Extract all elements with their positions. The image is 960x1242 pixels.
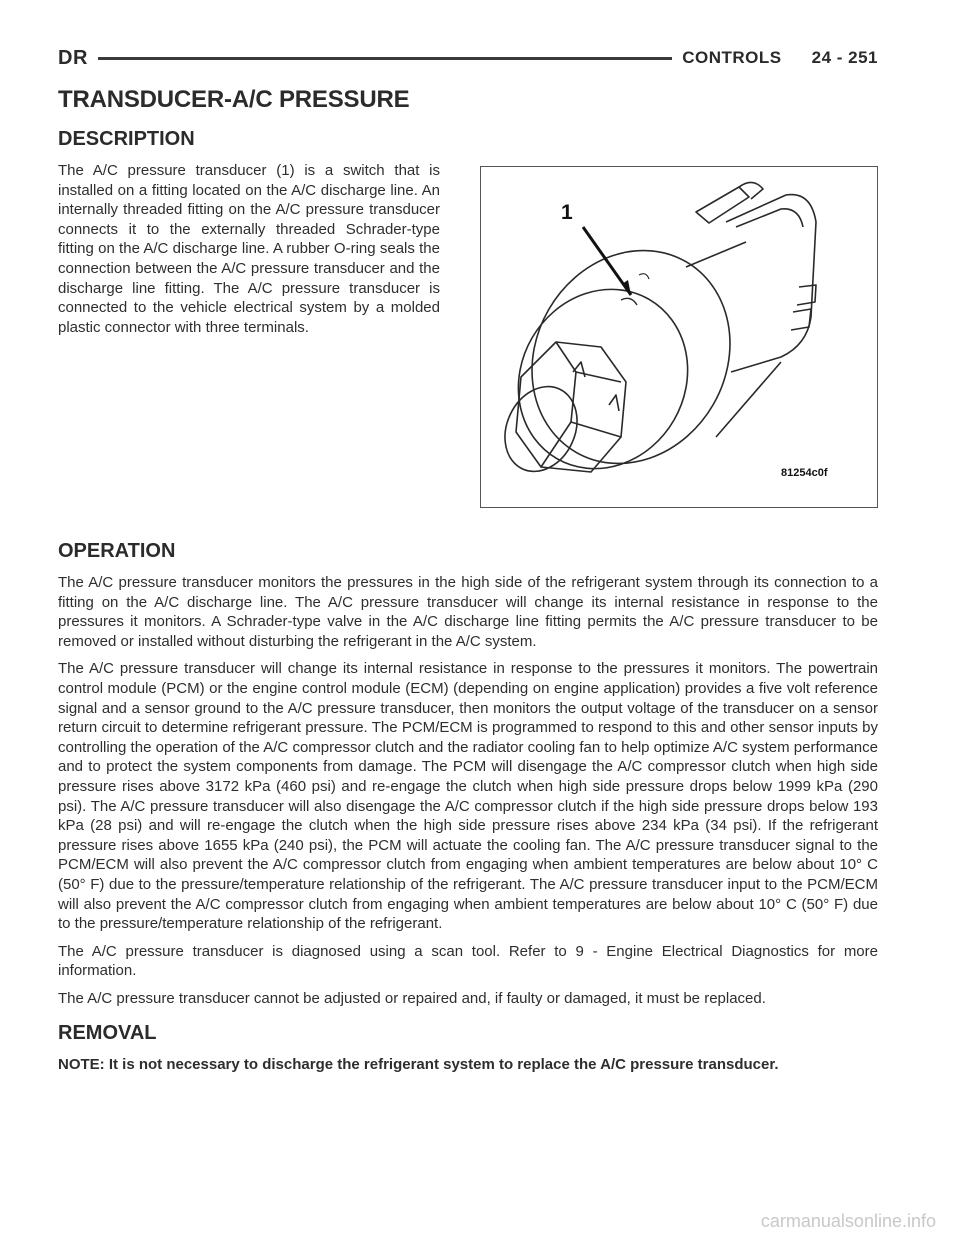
figure-callout-label: 1 bbox=[561, 201, 573, 224]
operation-paragraph-3: The A/C pressure transducer is diagnosed using a scan tool. Refer to 9 - Engine Electrical Diagnostics for more information. bbox=[58, 942, 878, 980]
header-rule bbox=[98, 57, 672, 60]
removal-note: NOTE: It is not necessary to discharge the refrigerant system to replace the A/C pressure transducer. bbox=[58, 1056, 779, 1074]
header-brand: DR bbox=[58, 46, 88, 69]
header-page-number: 24 - 251 bbox=[811, 48, 878, 67]
figure-code: 81254c0f bbox=[781, 467, 828, 479]
page-title: TRANSDUCER-A/C PRESSURE bbox=[58, 86, 410, 113]
transducer-illustration bbox=[481, 167, 877, 507]
transducer-figure bbox=[480, 166, 878, 508]
operation-paragraph-1: The A/C pressure transducer monitors the pressures in the high side of the refrigerant system through its connection to a fitting on the A/C discharge line. The A/C pressure transducer will change its internal resistance in response to the pressures it monitors. A Schrader-type valve in the A/C discharge line fitting permits the A/C pressure transducer to be removed or installed without disturbing the refrigerant in the A/C system. bbox=[58, 574, 878, 650]
operation-paragraph-4: The A/C pressure transducer cannot be adjusted or repaired and, if faulty or damaged, it must be replaced. bbox=[58, 989, 766, 1007]
description-paragraph: The A/C pressure transducer (1) is a switch that is installed on a fitting located on the A/C discharge line. An internally threaded fitting on the A/C pressure transducer connects it to the externally threaded Schrader-type fitting on the A/C discharge line. A rubber O-ring seals the connection between the A/C pressure transducer and the discharge line fitting. The A/C pressure transducer is connected to the vehicle electrical system by a molded plastic connector with three terminals. bbox=[58, 162, 440, 336]
page-content bbox=[58, 86, 878, 1075]
operation-heading: OPERATION bbox=[58, 540, 176, 562]
watermark: carmanualsonline.info bbox=[760, 1211, 936, 1231]
description-section bbox=[58, 128, 878, 540]
removal-heading: REMOVAL bbox=[58, 1022, 157, 1045]
operation-paragraph-2: The A/C pressure transducer will change its internal resistance in response to the pressures it monitors. The powertrain control module (PCM) or the engine control module (ECM) (depending on engine application) provides a five volt reference signal and a sensor ground to the A/C pressure transducer, then monitors the output voltage of the transducer on a sensor return circuit to determine refrigerant pressure. The PCM/ECM is programmed to respond to this and other sensor inputs by controlling the operation of the A/C compressor clutch and the radiator cooling fan to help optimize A/C system performance and to protect the system components from damage. The PCM will disengage the A/C compressor clutch when high side pressure rises above 3172 kPa (460 psi) and re-engage the clutch when high side pressure drops below 1999 kPa (290 psi). The A/C pressure transducer will also disengage the A/C compressor clutch if the high side pressure drops below 193 kPa (28 psi) and will re-engage the clutch when the high side pressure rises above 234 kPa (34 psi). If the refrigerant pressure rises above 1655 kPa (240 psi), the PCM will actuate the cooling fan. The A/C pressure transducer signal to the PCM/ECM will also prevent the A/C compressor clutch from engaging when ambient temperatures are below about 10° C (50° F) due to the pressure/temperature relationship of the refrigerant. The A/C pressure transducer input to the PCM/ECM will also prevent the A/C compressor clutch from engaging when ambient temperatures are below about 10° C (50° F) due to the pressure/temperature relationship of the refrigerant. bbox=[58, 660, 878, 933]
description-heading: DESCRIPTION bbox=[58, 128, 195, 150]
page-header bbox=[58, 44, 878, 72]
operation-section bbox=[58, 540, 878, 1008]
header-section: CONTROLS bbox=[682, 48, 782, 67]
